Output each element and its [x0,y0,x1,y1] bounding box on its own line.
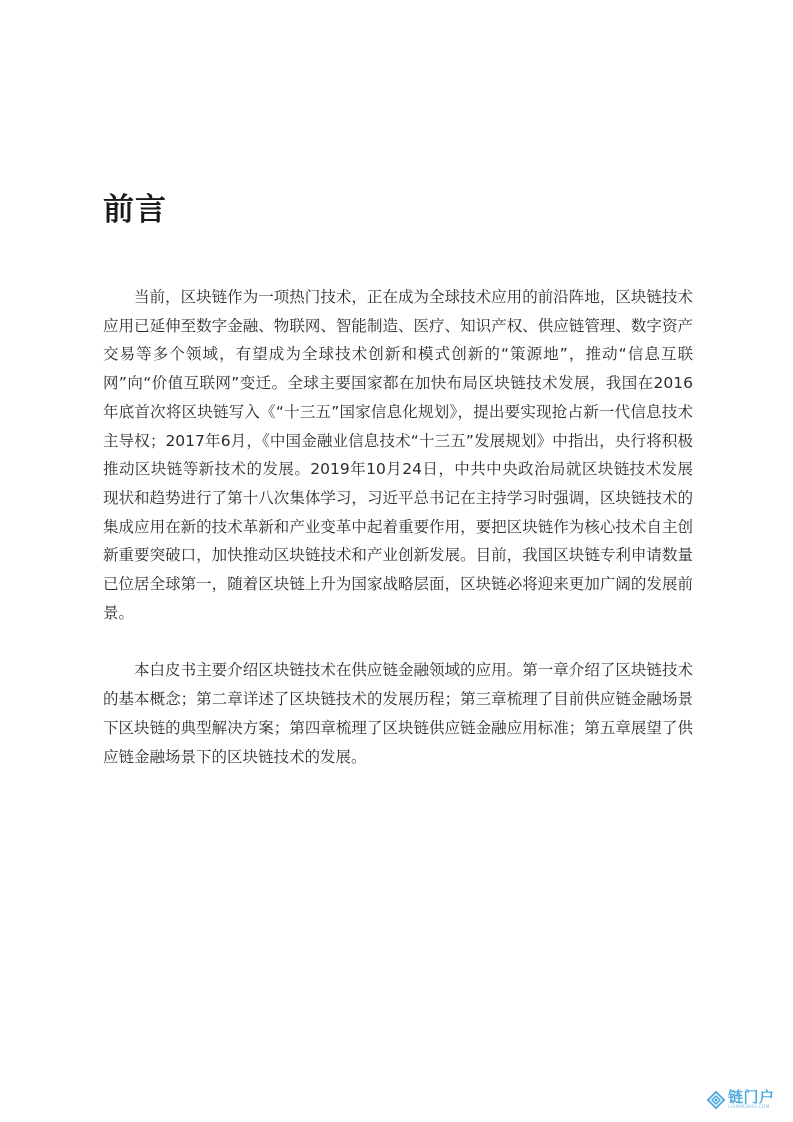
preface-body [103,283,693,771]
page-title: 前言 [103,192,167,228]
paragraph-2: 本白皮书主要介绍区块链技术在供应链金融领域的应用。第一章介绍了区块链技术的基本概念；第二章详述了区块链技术的发展历程；第三章梳理了目前供应链金融场景下区块链的典型解决方案；第四章梳理了区块链供应链金融应用标准；第五章展望了供应链金融场景下的区块链技术的发展。 [103,661,693,766]
paragraph-1: 当前，区块链作为一项热门技术，正在成为全球技术应用的前沿阵地，区块链技术应用已延伸至数字金融、物联网、智能制造、医疗、知识产权、供应链管理、数字资产交易等多个领域，有望成为全球技术创新和模式创新的“策源地”，推动“信息互联网”向“价值互联网”变迁。全球主要国家都在加快布局区块链技术发展，我国在2016年底首次将区块链写入《“十三五”国家信息化规划》，提出要实现抢占新一代信息技术主导权；2017年6月，《中国金融业信息技术“十三五”发展规划》中指出，央行将积极推动区块链等新技术的发展。2019年10月24日，中共中央政治局就区块链技术发展现状和趋势进行了第十八次集体学习，习近平总书记在主持学习时强调，区块链技术的集成应用在新的技术革新和产业变革中起着重要作用，要把区块链作为核心技术自主创新重要突破口，加快推动区块链技术和产业创新发展。目前，我国区块链专利申请数量已位居全球第一，随着区块链上升为国家战略层面，区块链必将迎来更加广阔的发展前景。 [103,288,693,622]
chain-logo-icon [707,1091,725,1109]
footer-logo [707,1090,775,1111]
logo-name: 链门户 [728,1088,775,1106]
logo-subtext: LIANMENHU.COM [728,1105,770,1110]
